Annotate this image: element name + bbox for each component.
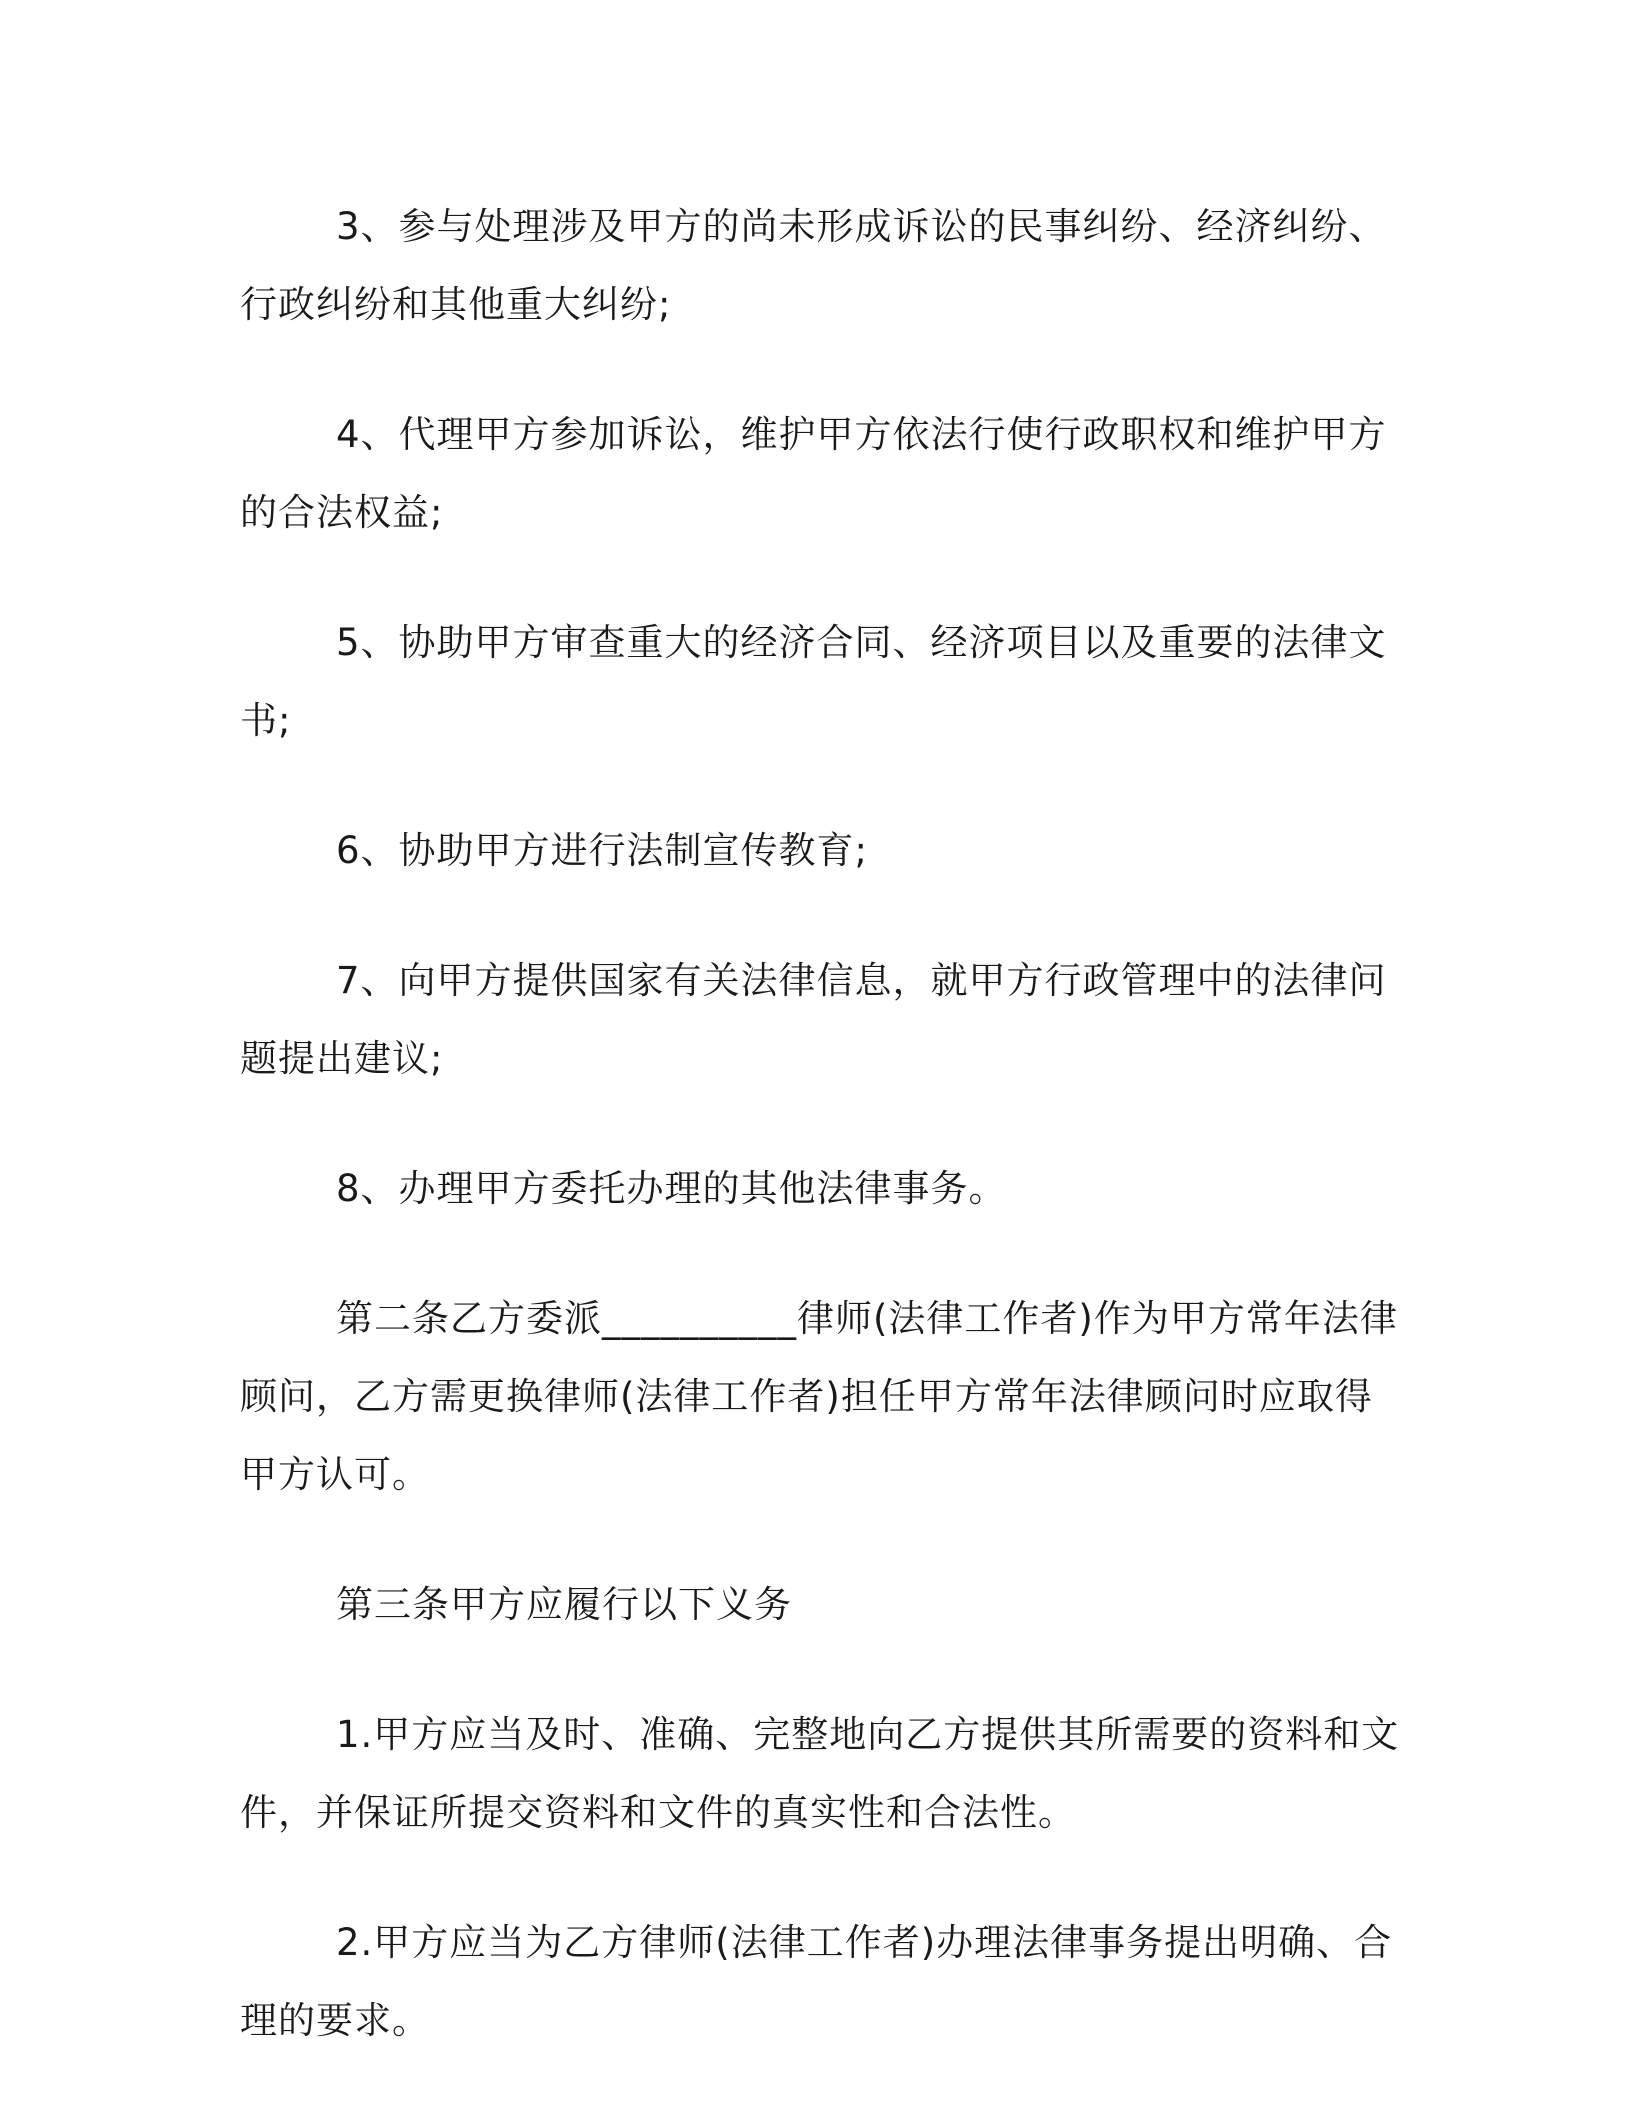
paragraph-article-3-heading: 第三条甲方应履行以下义务: [336, 1583, 792, 1626]
paragraph-obligation-2: 2.甲方应当为乙方律师(法律工作者)办理法律事务提出明确、合理的要求。: [240, 1921, 1393, 2042]
document-body: [240, 188, 1400, 2112]
paragraph-item-5: 5、协助甲方审查重大的经济合同、经济项目以及重要的法律文书;: [240, 621, 1387, 742]
paragraph-item-8: 8、办理甲方委托办理的其他法律事务。: [336, 1167, 1007, 1210]
paragraph-item-6: 6、协助甲方进行法制宣传教育;: [336, 829, 869, 872]
paragraph-item-7: 7、向甲方提供国家有关法律信息，就甲方行政管理中的法律问题提出建议;: [240, 959, 1387, 1080]
paragraph-item-3: 3、参与处理涉及甲方的尚未形成诉讼的民事纠纷、经济纠纷、行政纠纷和其他重大纠纷;: [240, 205, 1387, 326]
paragraph-item-4: 4、代理甲方参加诉讼，维护甲方依法行使行政职权和维护甲方的合法权益;: [240, 413, 1387, 534]
paragraph-article-2: 第二条乙方委派__________律师(法律工作者)作为甲方常年法律顾问，乙方需更换律师(法律工作者)担任甲方常年法律顾问时应取得甲方认可。: [240, 1297, 1398, 1496]
paragraph-obligation-1: 1.甲方应当及时、准确、完整地向乙方提供其所需要的资料和文件，并保证所提交资料和文件的真实性和合法性。: [240, 1713, 1400, 1834]
